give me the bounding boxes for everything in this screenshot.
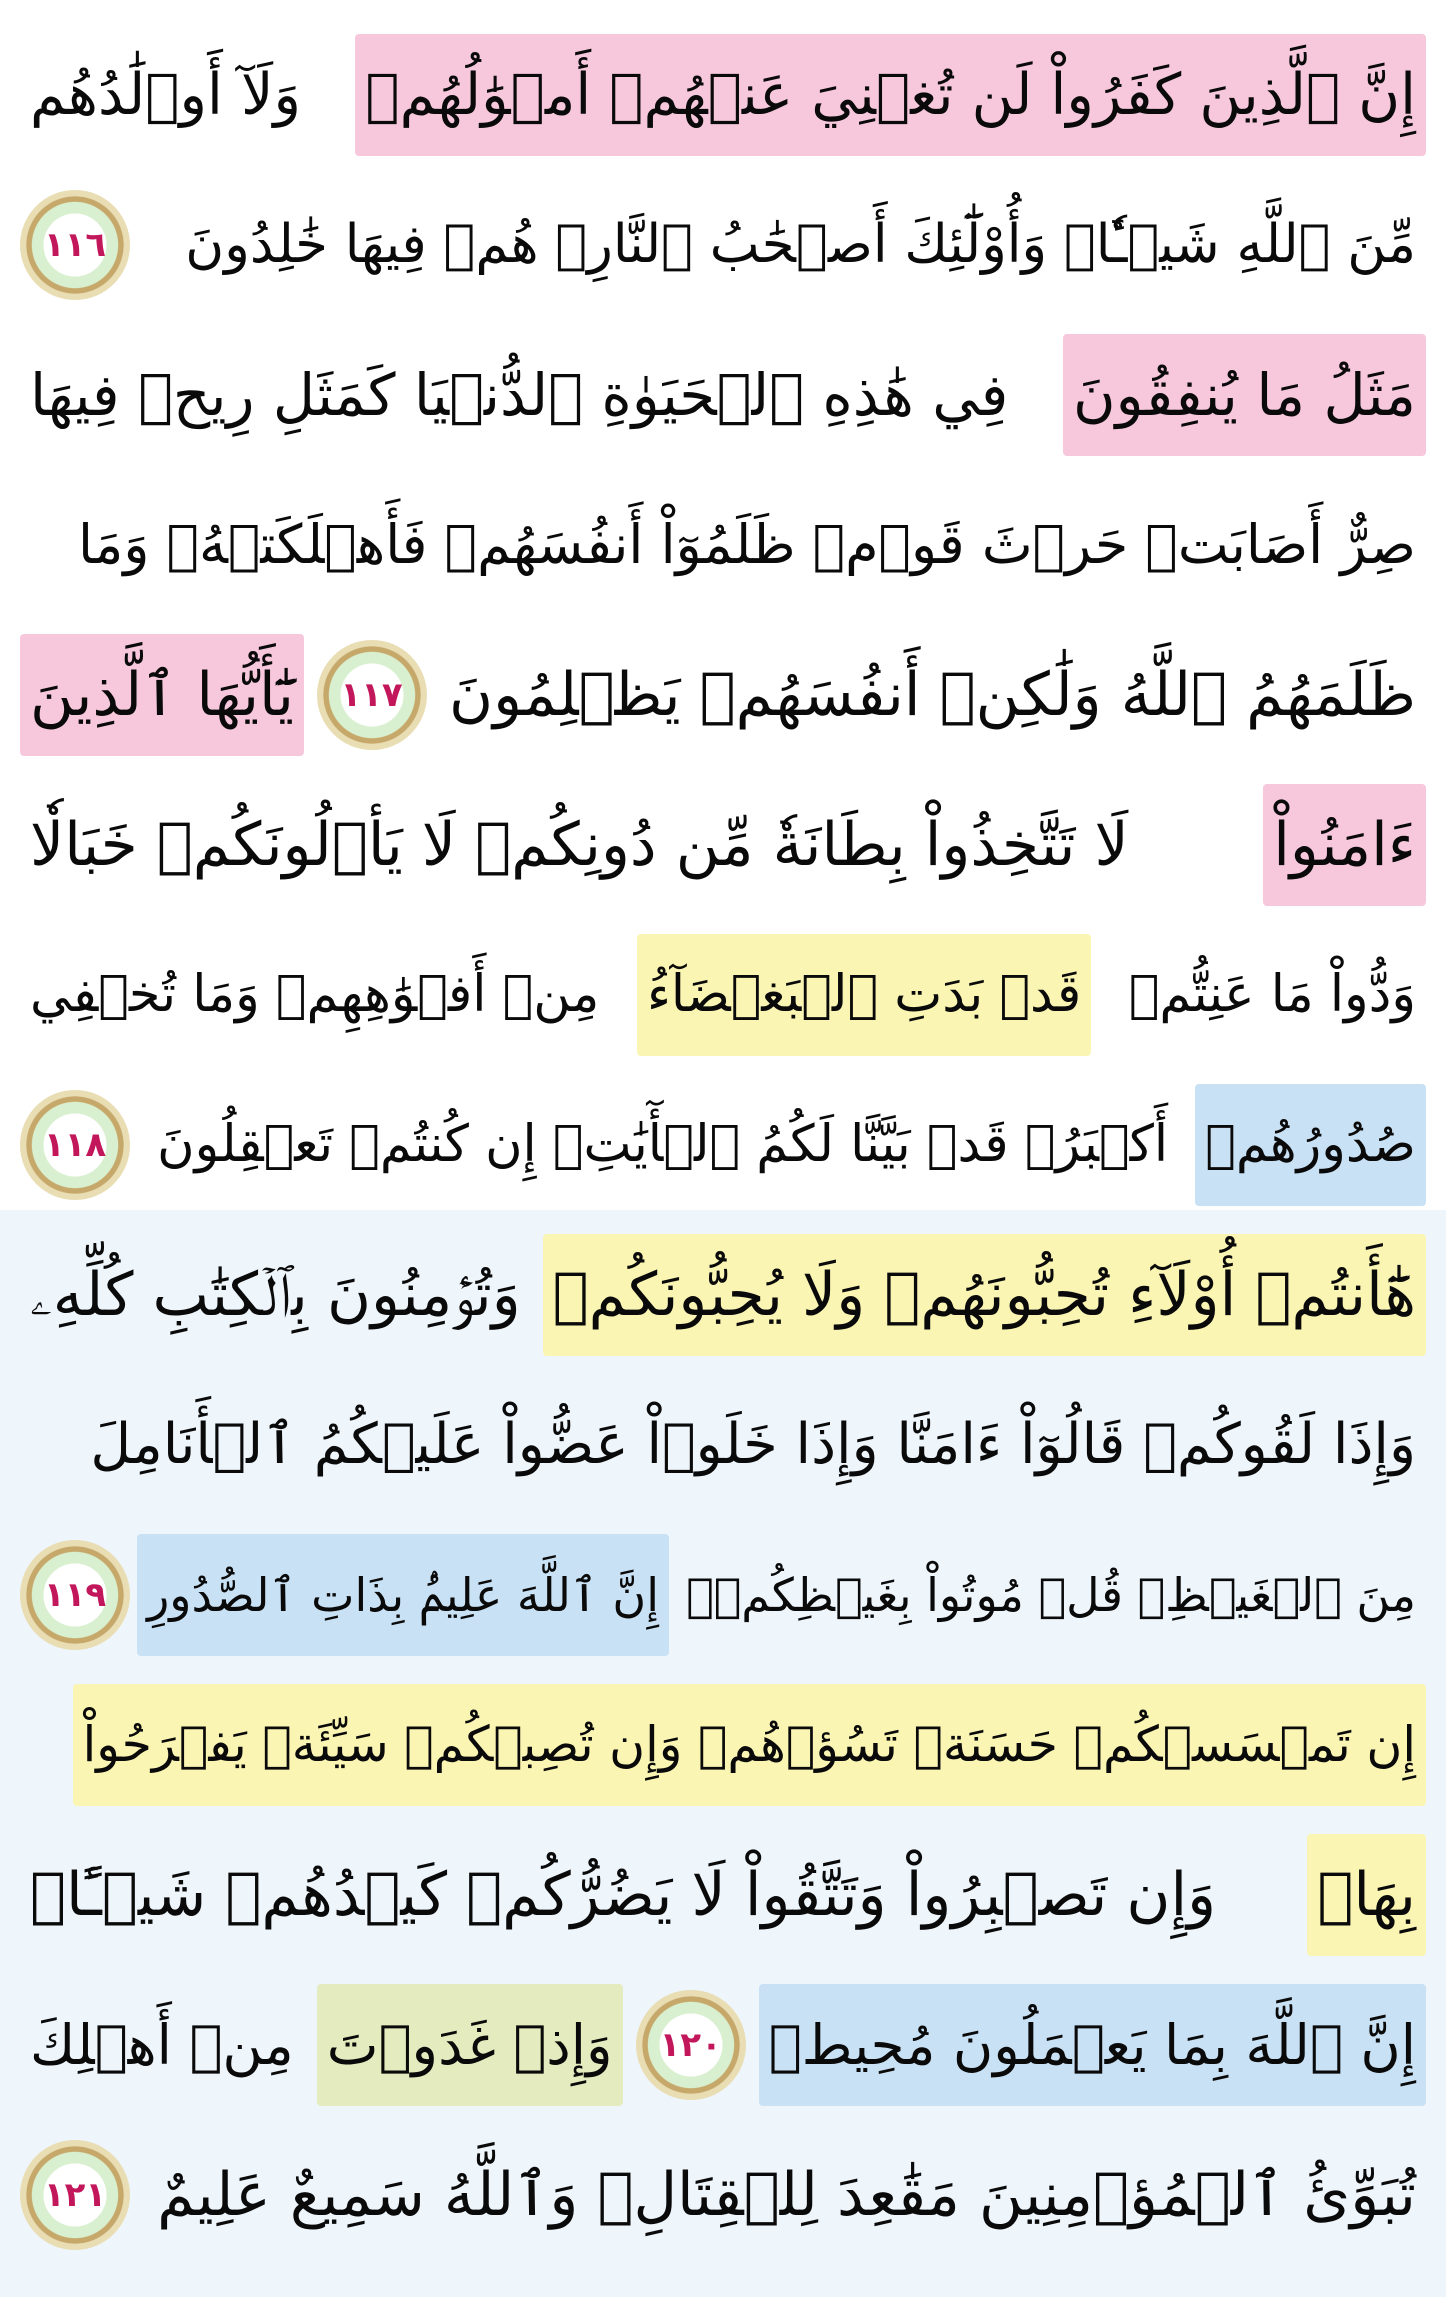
ayah-number: ١١٦ [43,225,107,265]
highlighted-verse-text: صُدُورُهُمۡ [1195,1084,1426,1206]
verse-text: لَا تَتَّخِذُواْ بِطَانَةٗ مِّن دُونِكُمۡ لَا يَأۡلُونَكُمۡ خَبَالٗا [30,810,1129,880]
verse-line [20,1820,1426,1970]
verse-line [20,470,1426,620]
verse-line [20,1520,1426,1670]
verse-text: وَلَآ أَوۡلَٰدُهُم [30,62,302,128]
verse-line [20,20,1426,170]
verse-text: فِي هَٰذِهِ ٱلۡحَيَوٰةِ ٱلدُّنۡيَا كَمَثَلِ رِيحٖ فِيهَا [30,361,1009,429]
verse-text: صِرٌّ أَصَابَتۡ حَرۡثَ قَوۡمٖ ظَلَمُوٓاْ أَنفُسَهُمۡ فَأَهۡلَكَتۡهُۚ وَمَا [77,513,1416,576]
verse-line [20,920,1426,1070]
highlighted-verse-text: إِنَّ ٱللَّهَ عَلِيمُۢ بِذَاتِ ٱلصُّدُورِ [137,1534,669,1656]
verse-line [20,320,1426,470]
highlighted-verse-text: إِنَّ ٱلَّذِينَ كَفَرُواْ لَن تُغۡنِيَ عَنۡهُمۡ أَمۡوَٰلُهُمۡ [355,34,1426,156]
verse-line [20,1670,1426,1820]
verse-line [20,2120,1426,2270]
ayah-number: ١١٩ [43,1575,107,1615]
verse-text: وَدُّواْ مَا عَنِتُّمۡ [1128,965,1416,1024]
highlighted-verse-text: بِهَاۖ [1307,1834,1426,1956]
verse-text: مِنَ ٱلۡغَيۡظِۚ قُلۡ مُوتُواْ بِغَيۡظِكُمۡۗ [686,1568,1416,1622]
verse-line [20,1370,1426,1520]
verse-line [20,170,1426,320]
verse-line [20,620,1426,770]
ayah-number-marker [20,1090,130,1200]
verse-text: أَكۡبَرُۚ قَدۡ بَيَّنَّا لَكُمُ ٱلۡأٓيَٰتِۖ إِن كُنتُمۡ تَعۡقِلُونَ [157,1115,1169,1174]
highlighted-verse-text: إِن تَمۡسَسۡكُمۡ حَسَنَةٞ تَسُؤۡهُمۡ وَإِن تُصِبۡكُمۡ سَيِّئَةٞ يَفۡرَحُواْ [73,1684,1426,1806]
ayah-number: ١١٧ [340,675,403,715]
verse-text: تُبَوِّئُ ٱلۡمُؤۡمِنِينَ مَقَٰعِدَ لِلۡقِتَالِۗ وَٱللَّهُ سَمِيعٌ عَلِيمٌ [157,2160,1416,2230]
verse-text: وَإِن تَصۡبِرُواْ وَتَتَّقُواْ لَا يَضُرُّكُمۡ كَيۡدُهُمۡ شَيۡـًٔاۗ [30,1860,1217,1930]
ayah-number: ١٢١ [43,2175,107,2215]
verse-text: مِنۡ أَهۡلِكَ [30,2013,294,2077]
ayah-number-marker [20,1540,130,1650]
ayah-number: ١١٨ [43,1125,107,1165]
ayah-number-marker [20,190,130,300]
highlighted-verse-text: يَٰٓأَيُّهَا ٱلَّذِينَ [20,634,304,756]
verse-line [20,1970,1426,2120]
verse-line [20,1220,1426,1370]
highlighted-verse-text: قَدۡ بَدَتِ ٱلۡبَغۡضَآءُ [637,934,1091,1056]
verse-text: وَإِذَا لَقُوكُمۡ قَالُوٓاْ ءَامَنَّا وَإِذَا خَلَوۡاْ عَضُّواْ عَلَيۡكُمُ ٱلۡأَنَامِلَ [90,1412,1416,1477]
ayah-number-marker [20,2140,130,2250]
verse-text: مِّنَ ٱللَّهِ شَيۡـٔٗاۖ وَأُوْلَٰٓئِكَ أَصۡحَٰبُ ٱلنَّارِۖ هُمۡ فِيهَا خَٰلِدُونَ [185,214,1416,275]
verse-line [20,770,1426,920]
verse-text: وَتُؤۡمِنُونَ بِٱلۡكِتَٰبِ كُلِّهِۦ [30,1260,521,1330]
highlighted-verse-text: وَإِذۡ غَدَوۡتَ [317,1984,623,2106]
ayah-number-marker [317,640,427,750]
highlighted-verse-text: إِنَّ ٱللَّهَ بِمَا يَعۡمَلُونَ مُحِيطٞ [759,1984,1426,2106]
verse-line [20,1070,1426,1220]
highlighted-verse-text: مَثَلُ مَا يُنفِقُونَ [1063,334,1426,456]
highlighted-verse-text: هَٰٓأَنتُمۡ أُوْلَآءِ تُحِبُّونَهُمۡ وَلَا يُحِبُّونَكُمۡ [543,1234,1426,1356]
highlighted-verse-text: ءَامَنُواْ [1263,784,1426,906]
ayah-number: ١٢٠ [659,2025,722,2065]
ayah-number-marker [636,1990,746,2100]
verse-text: ظَلَمَهُمُ ٱللَّهُ وَلَٰكِنۡ أَنفُسَهُمۡ يَظۡلِمُونَ [449,660,1416,730]
verse-text: مِنۡ أَفۡوَٰهِهِمۡ وَمَا تُخۡفِي [30,965,600,1024]
